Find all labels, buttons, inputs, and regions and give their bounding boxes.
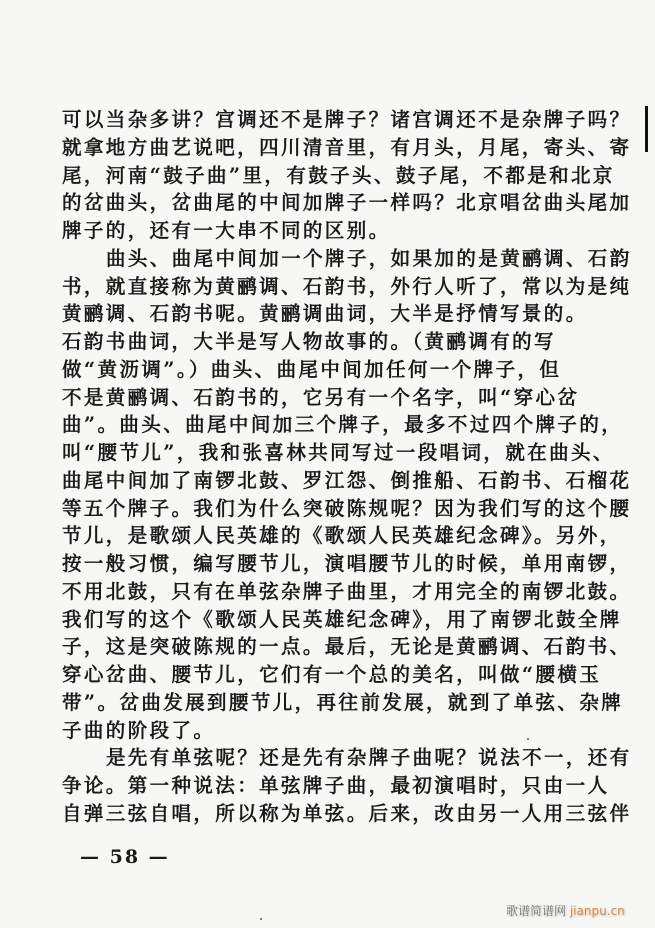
text-line: 我们写的这个《歌颂人民英雄纪念碑》，用了南锣北鼓全牌 [62, 607, 622, 631]
page-number: — 58 — [80, 846, 170, 868]
text-line: 做“黄沥调”。）曲头、曲尾中间加任何一个牌子，但 [62, 357, 562, 381]
text-line: 黄鹂调、石韵书呢。黄鹂调曲词，大半是抒情写景的。 [62, 302, 588, 326]
text-line: 子曲的阶段了。 [62, 718, 216, 742]
text-line: 书，就直接称为黄鹂调、石韵书，外行人听了，常以为是纯 [62, 274, 632, 298]
text-line: 的岔曲头，岔曲尾的中间加牌子一样吗？北京唱岔曲头尾加 [62, 191, 632, 215]
text-line: 带”。岔曲发展到腰节儿，再往前发展，就到了单弦、杂牌 [62, 690, 624, 714]
watermark-site: jianpu.cn [569, 904, 625, 918]
text-line: 尾，河南“鼓子曲”里，有鼓子头、鼓子尾，不都是和北京 [62, 163, 615, 187]
paragraph-start-line: 曲头、曲尾中间加一个牌子，如果加的是黄鹂调、石韵 [106, 246, 632, 270]
scan-edge-mark [645, 106, 648, 152]
text-line: 节儿，是歌颂人民英雄的《歌颂人民英雄纪念碑》。另外， [62, 524, 622, 548]
text-line: 子，这是突破陈规的一点。最后，无论是黄鹂调、石韵书、 [62, 635, 632, 659]
text-line: 等五个牌子。我们为什么突破陈规呢？因为我们写的这个腰 [62, 496, 632, 520]
text-line: 牌子的，还有一大串不同的区别。 [62, 219, 391, 242]
text-line: 自弹三弦自唱，所以称为单弦。后来，改由另一人用三弦伴 [62, 801, 632, 825]
text-line: 可以当杂多讲？宫调还不是牌子？诸宫调还不是杂牌子吗？ [62, 108, 632, 131]
text-line: 曲尾中间加了南锣北鼓、罗江怨、倒推船、石韵书、石榴花 [62, 468, 632, 492]
scan-speck [527, 738, 529, 740]
text-line: 就拿地方曲艺说吧，四川清音里，有月头，月尾，寄头、寄 [62, 135, 632, 159]
text-line: 不用北鼓，只有在单弦杂牌子曲里，才用完全的南锣北鼓。 [62, 579, 632, 603]
text-line: 石韵书曲词，大半是写人物故事的。（黄鹂调有的写 [62, 330, 556, 353]
text-line: 按一般习惯，编写腰节儿，演唱腰节儿的时候，单用南锣， [62, 552, 632, 575]
paragraph-start-line: 是先有单弦呢？还是先有杂牌子曲呢？说法不一，还有 [106, 746, 632, 770]
text-line: 不是黄鹂调、石韵书的，它另有一个名字，叫“穿心岔 [62, 385, 580, 409]
text-line: 曲”。曲头、曲尾中间加三个牌子，最多不过四个牌子的， [62, 413, 624, 437]
text-line: 叫“腰节儿”，我和张喜林共同写过一段唱词，就在曲头、 [62, 441, 615, 464]
text-line: 穿心岔曲、腰节儿，它们有一个总的美名，叫做“腰横玉 [62, 663, 602, 686]
scan-speck [260, 918, 262, 920]
text-line: 争论。第一种说法：单弦牌子曲，最初演唱时，只由一人 [62, 774, 610, 797]
watermark [506, 902, 625, 919]
body-text [62, 106, 632, 828]
watermark-name: 歌谱简谱网 [506, 904, 567, 918]
